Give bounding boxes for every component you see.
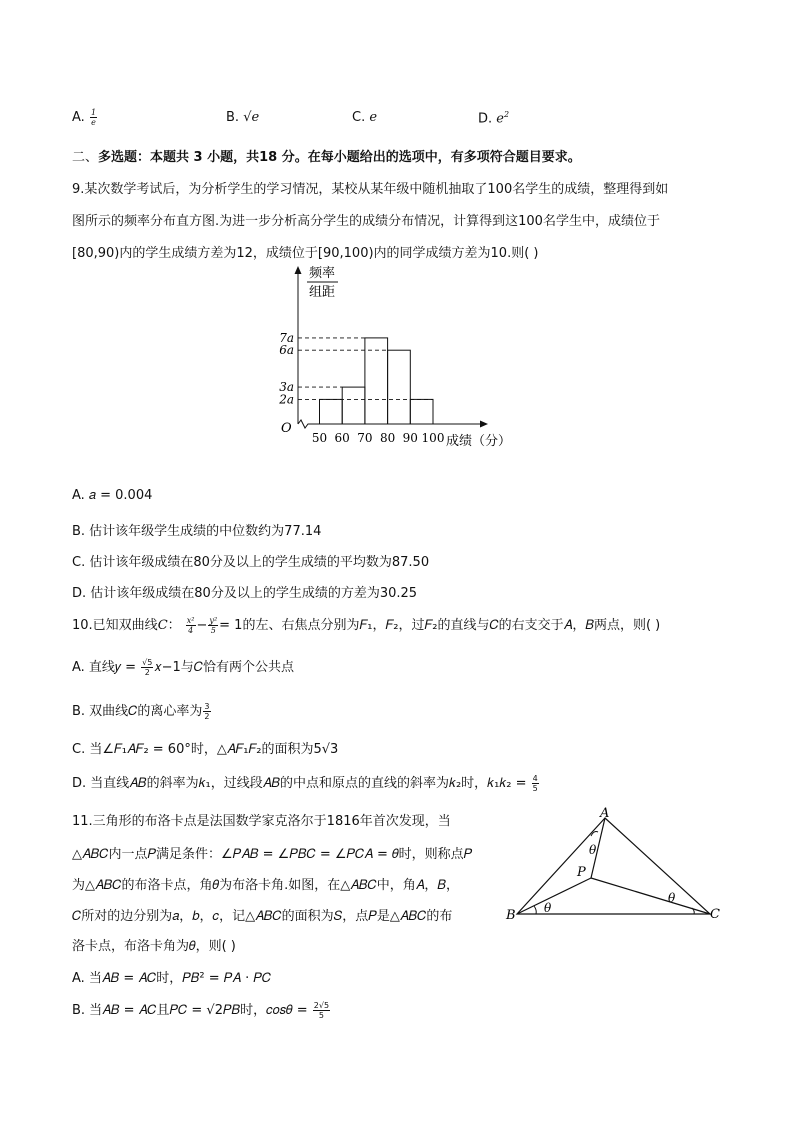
x-tick-label: 90 — [402, 431, 418, 445]
fraction-sqrt5-over-2: $\frac{√5}{2}$ — [142, 658, 153, 677]
theta-label-c: θ — [668, 891, 676, 905]
fraction-3-over-2: $\frac{3}{2}$ — [204, 702, 210, 721]
origin-label: O — [281, 421, 292, 436]
q9-option-b: B. 估计该年级学生成绩的中位数约为77.14 — [72, 524, 322, 539]
fraction-x2-over-4: $\frac{\text{x²}}{4}$ — [186, 616, 195, 635]
vertex-label-b: B — [506, 908, 516, 923]
q8-option-a — [72, 108, 98, 127]
y-tick-label: 7a — [279, 330, 294, 345]
x-axis-label: 成绩（分） — [446, 434, 512, 449]
q11-stem-line4: 𝐶所对的边分别为𝑎，𝑏，𝑐，记△𝐴𝐵𝐶的面积为𝑆，点𝑃是△𝐴𝐵𝐶的布 — [72, 909, 453, 924]
histogram-bar — [388, 350, 411, 424]
histogram-bar — [342, 387, 365, 424]
y-axis-arrow — [295, 266, 302, 274]
q11-stem-line2: △𝐴𝐵𝐶内一点𝑃满足条件：∠𝑃𝐴𝐵 = ∠𝑃𝐵𝐶 = ∠𝑃𝐶𝐴 = 𝜃时，则称点𝑃 — [72, 847, 473, 862]
q11-option-a: A. 当𝐴𝐵 = 𝐴𝐶时，𝑃𝐵² = 𝑃𝐴 · 𝑃𝐶 — [72, 971, 272, 986]
q9-option-d: D. 估计该年级成绩在80分及以上的学生成绩的方差为30.25 — [72, 586, 418, 601]
x-tick-label: 60 — [334, 431, 350, 445]
q11-stem-line5: 洛卡点，布洛卡角为𝜃，则( ) — [72, 939, 236, 954]
q11-stem-line3: 为△𝐴𝐵𝐶的布洛卡点，角𝜃为布洛卡角.如图，在△𝐴𝐵𝐶中，角𝐴，𝐵， — [72, 878, 459, 893]
frequency-histogram — [270, 262, 530, 452]
fraction-2sqrt5-over-5: $\frac{2√5}{5}$ — [313, 1001, 330, 1020]
q9-option-c: C. 估计该年级成绩在80分及以上的学生成绩的平均数为87.50 — [72, 555, 430, 570]
x-tick-label: 100 — [421, 431, 445, 445]
q9-stem-line2: 图所示的频率分布直方图.为进一步分析高分学生的成绩分布情况，计算得到这100名学生中，成绩位于 — [72, 214, 660, 229]
histogram-bar — [365, 338, 388, 424]
y-axis-label-top: 频率 — [308, 266, 336, 281]
q11-option-b: B. 当𝐴𝐵 = 𝐴𝐶且𝑃𝐶 = √2𝑃𝐵时，𝑐𝑜𝑠𝜃 = $\frac{2√5}{5}$ — [72, 1001, 330, 1020]
q11-stem-line1: 11.三角形的布洛卡点是法国数学家克洛尔于1816年首次发现，当 — [72, 814, 451, 829]
theta-label-b: θ — [544, 901, 552, 915]
theta-label-a: θ — [589, 843, 597, 857]
histogram-bar — [410, 399, 433, 424]
y-tick-label: 3a — [279, 380, 294, 395]
x-tick-label: 50 — [311, 431, 328, 445]
brocard-triangle-figure — [500, 806, 730, 928]
q10-option-d: D. 当直线𝐴𝐵的斜率为𝑘₁，过线段𝐴𝐵的中点和原点的直线的斜率为𝑘₂时，𝑘₁𝑘₂ = $\frac{4}{5}$ — [72, 774, 538, 793]
q8-option-d: D. $e^2$ — [478, 110, 510, 127]
x-tick-label: 70 — [357, 431, 373, 445]
vertex-label-c: C — [710, 907, 720, 922]
section-heading: 二、多选题：本题共 3 小题，共18 分。在每小题给出的选项中，有多项符合题目要求。 — [72, 150, 581, 165]
fraction-y2-over-5: $\frac{\text{y²}}{5}$ — [209, 616, 218, 635]
y-tick-label: 6a — [279, 343, 294, 358]
q9-stem-line3: [80,90)内的学生成绩方差为12，成绩位于[90,100)内的同学成绩方差为10.则( ) — [72, 246, 539, 261]
y-axis-label-bottom: 组距 — [308, 285, 336, 300]
x-tick-label: 80 — [379, 431, 396, 445]
q8-option-b: B. √e — [226, 110, 260, 125]
histogram-bar — [320, 399, 343, 424]
q9-option-a: A. 𝑎 = 0.004 — [72, 488, 153, 503]
point-label-p: P — [577, 865, 586, 880]
q10-option-b: B. 双曲线𝐶的离心率为 $\frac{3}{2}$ — [72, 702, 210, 721]
x-axis-arrow — [480, 421, 488, 428]
q8-option-c: C. e — [352, 110, 378, 125]
q10-stem: 10.已知双曲线𝐶： $\frac{\text{x²}}{4}$ − $\frac{\text{y²}}{5}$ = 1的左、右焦点分别为𝐹₁，𝐹₂，过𝐹₂的直线与𝐶的右支交于𝐴，𝐵两点，则( ) — [72, 616, 661, 635]
angle-arc-b — [534, 906, 536, 914]
q9-stem-line1: 9.某次数学考试后，为分析学生的学习情况，某校从某年级中随机抽取了100名学生的成绩，整理得到如 — [72, 182, 669, 197]
fraction-one-over-e: $\frac{1}{e}$ — [90, 108, 97, 127]
sqrt-e: √e — [243, 110, 260, 125]
option-letter: A. — [72, 110, 85, 125]
vertex-label-a: A — [600, 806, 610, 821]
fraction-4-over-5: $\frac{4}{5}$ — [532, 774, 538, 793]
segment-pb — [517, 878, 591, 914]
q10-option-c: C. 当∠𝐹₁𝐴𝐹₂ = 60°时，△𝐴𝐹₁𝐹₂的面积为5√3 — [72, 742, 339, 757]
q10-option-a: A. 直线𝑦 = $\frac{√5}{2}$ 𝑥−1与𝐶恰有两个公共点 — [72, 658, 294, 677]
y-tick-label: 2a — [279, 392, 294, 407]
